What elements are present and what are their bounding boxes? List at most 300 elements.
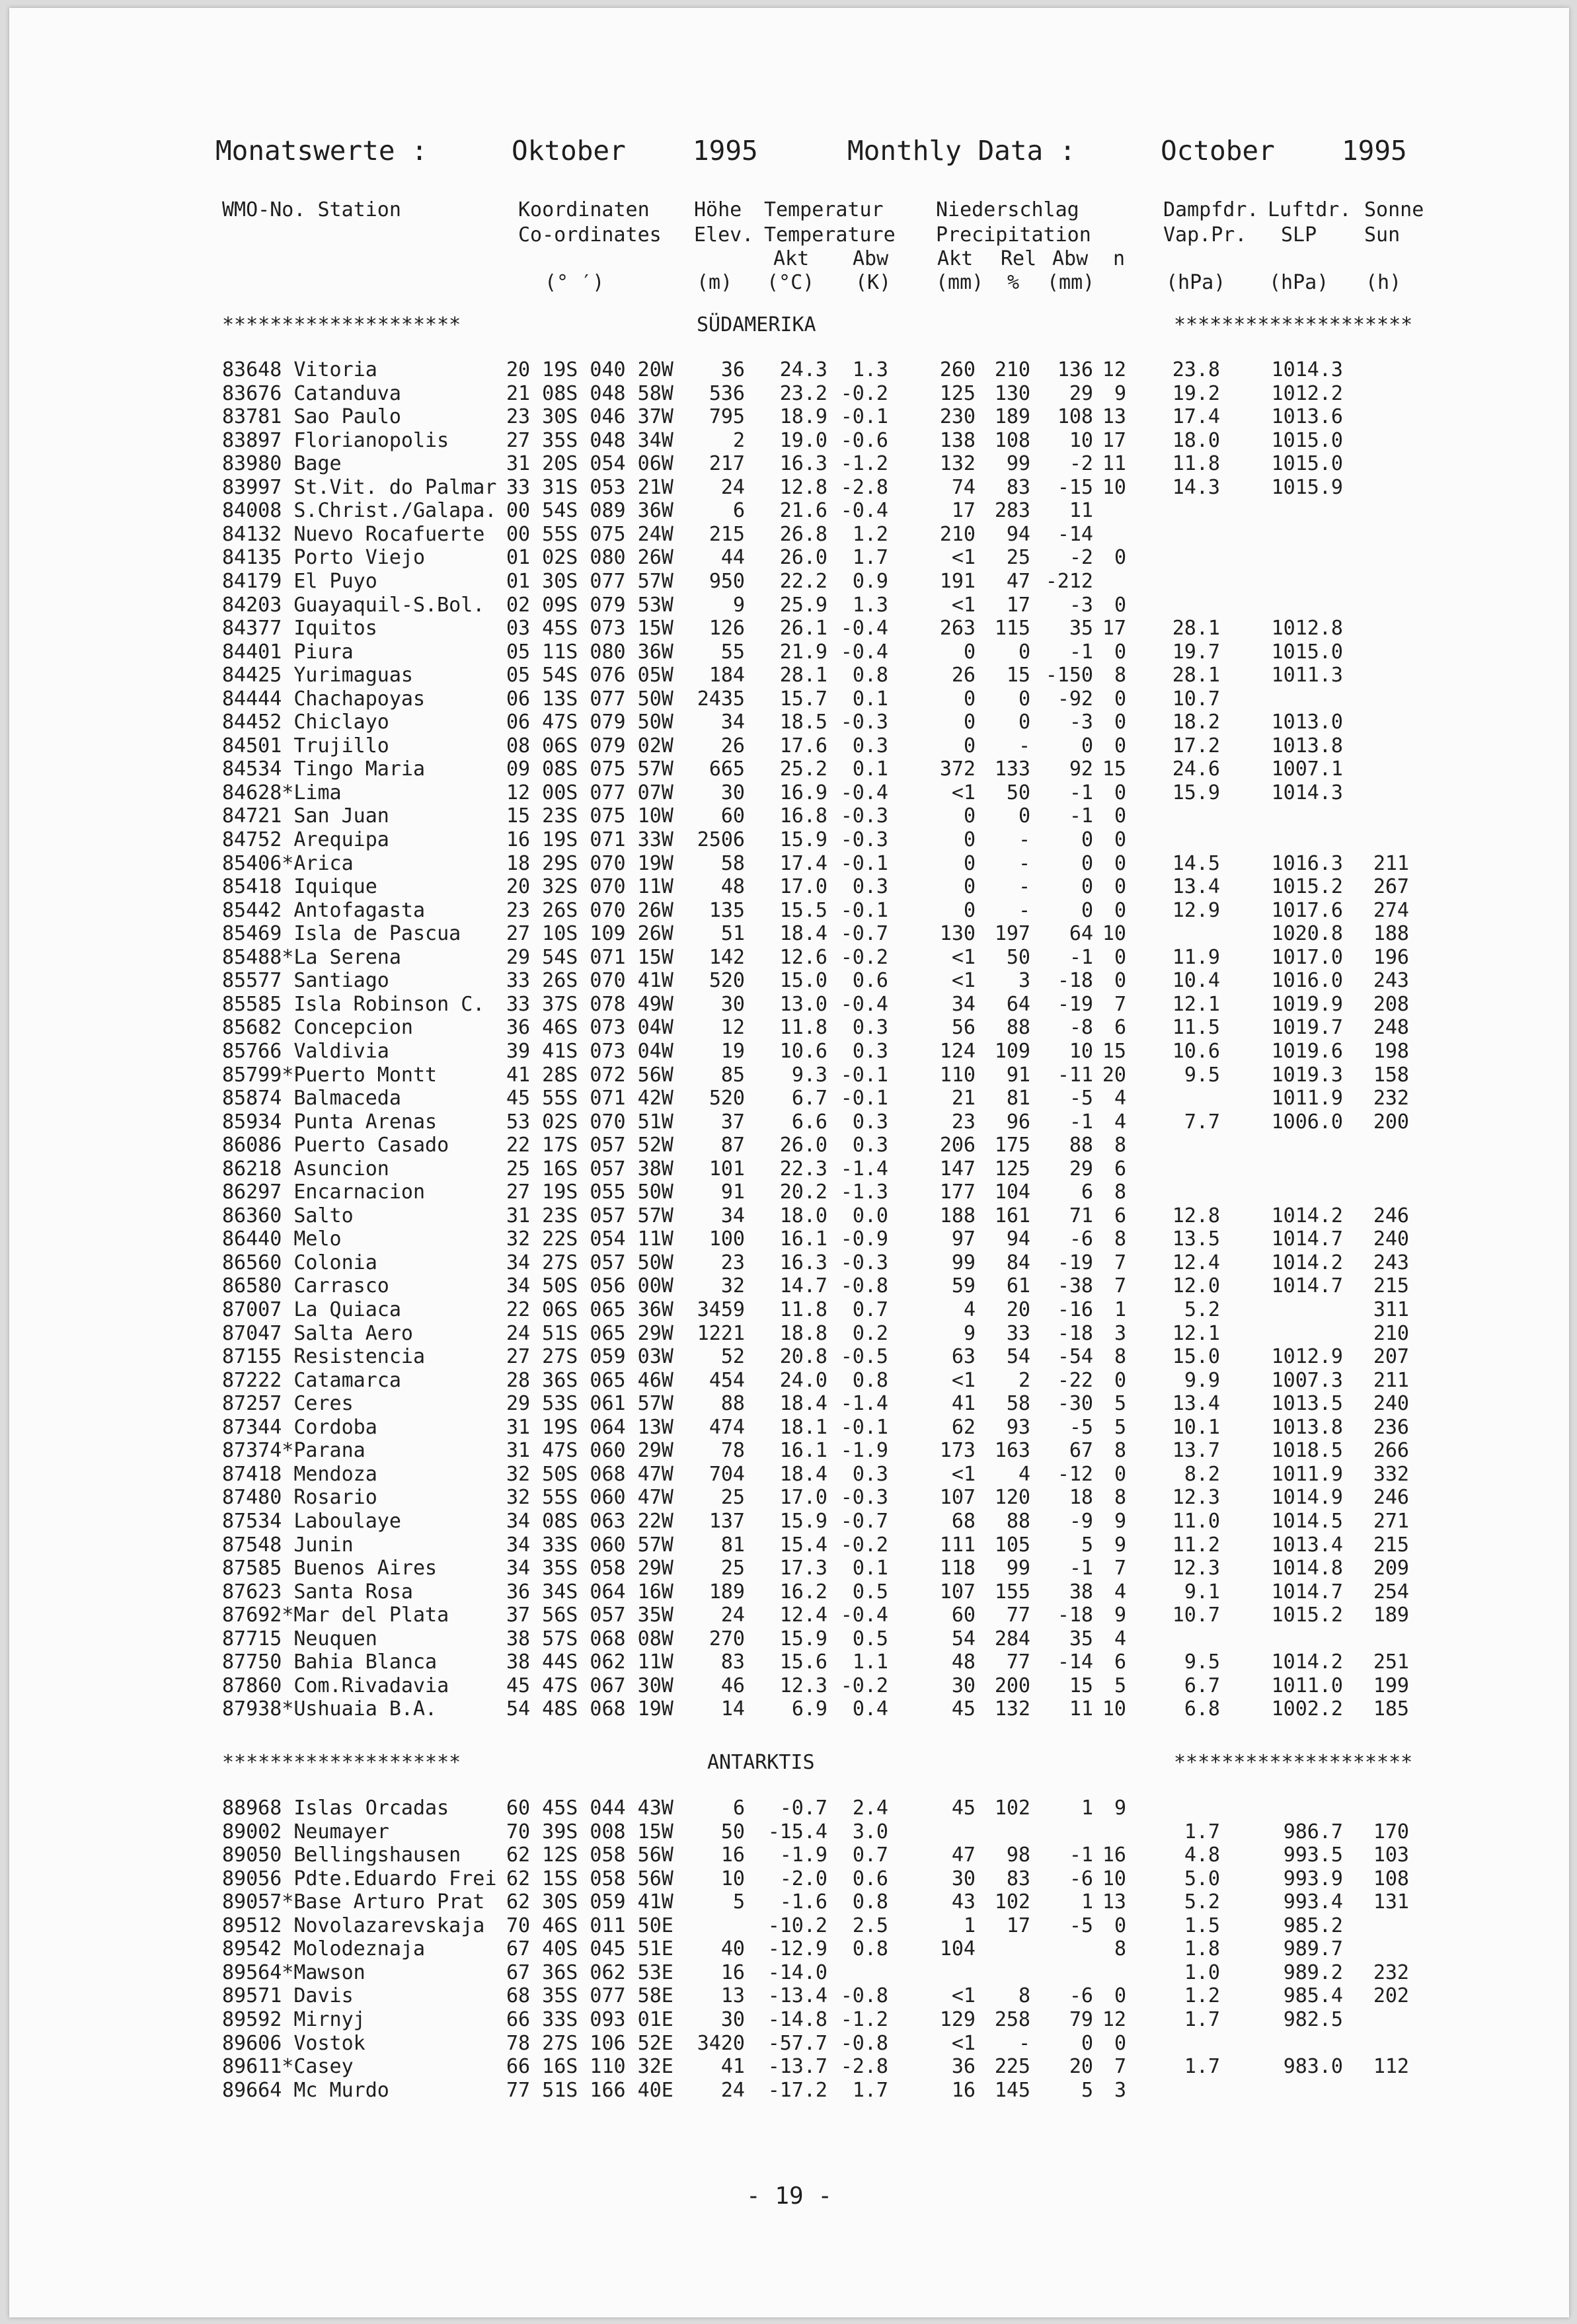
cell-coordinates: 78 27S 106 52E [506, 2031, 673, 2055]
header-wmo-station: WMO-No. Station [222, 198, 401, 221]
cell-station: 84425 Yurimaguas [222, 664, 413, 687]
cell-prec-n: 8 [1114, 664, 1126, 687]
table-row [9, 1322, 1569, 1346]
cell-temp-akt: -13.7 [767, 2055, 827, 2079]
table-row [9, 969, 1569, 993]
cell-slp: 1015.2 [1271, 875, 1343, 899]
cell-coordinates: 08 06S 079 02W [506, 734, 673, 757]
cell-temp-akt: 26.0 [779, 546, 827, 570]
cell-prec-rel: 77 [1006, 1650, 1030, 1674]
cell-prec-rel: 25 [1006, 546, 1030, 570]
cell-prec-akt: 0 [963, 687, 976, 711]
cell-prec-rel: 61 [1006, 1274, 1030, 1298]
cell-temp-akt: -1.9 [779, 1843, 827, 1867]
cell-prec-n: 0 [1114, 875, 1126, 899]
cell-temp-abw: -0.5 [840, 1345, 888, 1369]
cell-temp-akt: 12.3 [779, 1674, 827, 1697]
cell-prec-akt: 47 [951, 1843, 976, 1867]
cell-prec-akt: 104 [939, 1937, 976, 1961]
cell-elevation: 30 [720, 2007, 745, 2031]
cell-elevation: 6 [732, 499, 745, 523]
cell-coordinates: 21 08S 048 58W [506, 381, 673, 405]
cell-vap-pr: 14.5 [1172, 851, 1220, 875]
cell-vap-pr: 1.7 [1184, 1820, 1220, 1843]
cell-temp-abw: -0.3 [840, 711, 888, 734]
cell-elevation: 10 [720, 1867, 745, 1890]
cell-slp: 1014.2 [1271, 1650, 1343, 1674]
cell-prec-n: 9 [1114, 1797, 1126, 1820]
table-row [9, 1064, 1569, 1087]
header-temperature: Temperature [764, 223, 896, 247]
cell-prec-rel: 258 [994, 2007, 1030, 2031]
cell-prec-rel: 0 [1018, 804, 1030, 828]
cell-elevation: 795 [709, 405, 745, 429]
cell-vap-pr: 14.3 [1172, 475, 1220, 499]
cell-coordinates: 06 13S 077 50W [506, 687, 673, 711]
cell-prec-n: 0 [1114, 593, 1126, 617]
cell-elevation: 189 [709, 1580, 745, 1604]
cell-prec-akt: 0 [963, 804, 976, 828]
cell-prec-n: 9 [1114, 1509, 1126, 1533]
cell-station: 83676 Catanduva [222, 381, 401, 405]
header-niederschlag: Niederschlag [936, 198, 1079, 221]
cell-coordinates: 67 36S 062 53E [506, 1960, 673, 1984]
cell-prec-rel: 47 [1006, 569, 1030, 593]
table-row [9, 1157, 1569, 1181]
header-temp-akt-unit: (°C) [767, 271, 815, 294]
cell-temp-abw: 0.8 [852, 1937, 888, 1961]
cell-elevation: 26 [720, 734, 745, 757]
cell-temp-abw: 0.9 [852, 569, 888, 593]
title-de-month: Oktober [512, 135, 626, 167]
cell-coordinates: 38 57S 068 08W [506, 1627, 673, 1650]
cell-prec-abw: -2 [1069, 546, 1093, 570]
table-row [9, 1110, 1569, 1134]
cell-prec-akt: 23 [951, 1110, 976, 1134]
cell-prec-akt: 188 [939, 1204, 976, 1227]
cell-prec-akt: <1 [951, 1984, 976, 2008]
cell-temp-abw: 0.1 [852, 687, 888, 711]
cell-sun: 243 [1373, 969, 1409, 993]
cell-slp: 985.4 [1283, 1984, 1343, 2008]
cell-elevation: 520 [709, 1087, 745, 1110]
table-row [9, 2032, 1569, 2056]
cell-station: 88968 Islas Orcadas [222, 1797, 449, 1820]
cell-elevation: 12 [720, 1016, 745, 1040]
cell-coordinates: 00 55S 075 24W [506, 522, 673, 546]
table-row [9, 1510, 1569, 1533]
cell-elevation: 30 [720, 781, 745, 804]
cell-elevation: 50 [720, 1820, 745, 1843]
header-prec-abw-unit: (mm) [1047, 271, 1095, 294]
cell-prec-n: 0 [1114, 851, 1126, 875]
table-row [9, 734, 1569, 758]
cell-station: 84752 Arequipa [222, 828, 389, 851]
table-row [9, 922, 1569, 946]
cell-station: 87480 Rosario [222, 1486, 377, 1510]
cell-vap-pr: 12.9 [1172, 898, 1220, 922]
cell-temp-abw: -0.4 [840, 1604, 888, 1627]
table-row [9, 1392, 1569, 1416]
cell-station: 89057*Base Arturo Prat [222, 1890, 485, 1914]
cell-prec-rel: 15 [1006, 664, 1030, 687]
cell-prec-akt: 43 [951, 1890, 976, 1914]
cell-prec-akt: 110 [939, 1063, 976, 1087]
cell-prec-rel: 130 [994, 381, 1030, 405]
cell-coordinates: 70 46S 011 50E [506, 1914, 673, 1937]
cell-temp-abw: 0.1 [852, 757, 888, 781]
table-row [9, 1914, 1569, 1938]
cell-temp-akt: 18.4 [779, 1392, 827, 1416]
cell-slp: 1015.9 [1271, 475, 1343, 499]
cell-slp: 1013.8 [1271, 1415, 1343, 1439]
cell-elevation: 2 [732, 428, 745, 452]
cell-station: 85469 Isla de Pascua [222, 922, 461, 946]
cell-coordinates: 01 30S 077 57W [506, 569, 673, 593]
cell-temp-akt: 18.4 [779, 922, 827, 946]
cell-station: 83997 St.Vit. do Palmar [222, 475, 497, 499]
cell-vap-pr: 11.9 [1172, 945, 1220, 969]
cell-prec-abw: 6 [1081, 1181, 1093, 1204]
cell-prec-akt: 125 [939, 381, 976, 405]
cell-prec-rel: 50 [1006, 781, 1030, 804]
cell-station: 84401 Piura [222, 640, 354, 664]
cell-vap-pr: 12.3 [1172, 1486, 1220, 1510]
cell-temp-abw: 0.3 [852, 1016, 888, 1040]
cell-prec-rel: - [1018, 898, 1030, 922]
cell-coordinates: 31 47S 060 29W [506, 1439, 673, 1463]
cell-prec-n: 15 [1102, 1039, 1126, 1063]
cell-prec-abw: 0 [1081, 828, 1093, 851]
cell-station: 89564*Mawson [222, 1960, 365, 1984]
cell-vap-pr: 17.2 [1172, 734, 1220, 757]
cell-prec-akt: 130 [939, 922, 976, 946]
cell-prec-n: 17 [1102, 428, 1126, 452]
cell-prec-n: 0 [1114, 781, 1126, 804]
cell-sun: 243 [1373, 1251, 1409, 1274]
cell-temp-abw: -0.1 [840, 405, 888, 429]
cell-slp: 1015.2 [1271, 1604, 1343, 1627]
cell-slp: 1014.2 [1271, 1251, 1343, 1274]
cell-elevation: 135 [709, 898, 745, 922]
cell-coordinates: 22 06S 065 36W [506, 1298, 673, 1321]
table-row [9, 1274, 1569, 1298]
cell-prec-n: 4 [1114, 1110, 1126, 1134]
cell-elevation: 101 [709, 1157, 745, 1181]
cell-prec-rel: - [1018, 828, 1030, 851]
cell-prec-n: 8 [1114, 1486, 1126, 1510]
cell-temp-abw: -0.2 [840, 381, 888, 405]
cell-station: 87257 Ceres [222, 1392, 354, 1416]
cell-prec-n: 0 [1114, 546, 1126, 570]
cell-temp-abw: -0.4 [840, 617, 888, 640]
table-row [9, 1820, 1569, 1844]
section-title: SÜDAMERIKA [697, 313, 816, 336]
cell-sun: 170 [1373, 1820, 1409, 1843]
cell-prec-rel: 197 [994, 922, 1030, 946]
cell-vap-pr: 6.8 [1184, 1697, 1220, 1721]
cell-prec-rel: 83 [1006, 1867, 1030, 1890]
title-de-year: 1995 [693, 135, 758, 167]
cell-station: 86297 Encarnacion [222, 1181, 426, 1204]
cell-station: 89542 Molodeznaja [222, 1937, 426, 1961]
cell-temp-abw: 1.7 [852, 2078, 888, 2102]
cell-slp: 1012.9 [1271, 1345, 1343, 1369]
cell-prec-akt: 147 [939, 1157, 976, 1181]
cell-prec-rel: 145 [994, 2078, 1030, 2102]
cell-temp-abw: -0.8 [840, 1984, 888, 2008]
cell-vap-pr: 12.1 [1172, 1321, 1220, 1345]
section-title: ANTARKTIS [707, 1751, 815, 1774]
cell-prec-rel: 102 [994, 1797, 1030, 1820]
cell-prec-abw: 29 [1069, 1157, 1093, 1181]
cell-coordinates: 68 35S 077 58E [506, 1984, 673, 2008]
table-row [9, 993, 1569, 1017]
cell-prec-n: 13 [1102, 1890, 1126, 1914]
cell-sun: 274 [1373, 898, 1409, 922]
cell-vap-pr: 11.8 [1172, 452, 1220, 476]
cell-prec-n: 7 [1114, 2055, 1126, 2079]
cell-temp-akt: 26.8 [779, 522, 827, 546]
cell-prec-akt: 30 [951, 1867, 976, 1890]
cell-sun: 215 [1373, 1533, 1409, 1557]
cell-sun: 246 [1373, 1204, 1409, 1227]
cell-prec-n: 3 [1114, 1321, 1126, 1345]
cell-prec-rel: 94 [1006, 1227, 1030, 1251]
cell-prec-rel: 83 [1006, 475, 1030, 499]
cell-sun: 207 [1373, 1345, 1409, 1369]
cell-elevation: 13 [720, 1984, 745, 2008]
cell-prec-rel: - [1018, 851, 1030, 875]
cell-prec-abw: -3 [1069, 593, 1093, 617]
cell-prec-n: 0 [1114, 1368, 1126, 1392]
cell-prec-n: 13 [1102, 405, 1126, 429]
cell-temp-akt: -2.0 [779, 1867, 827, 1890]
cell-prec-abw: 38 [1069, 1580, 1093, 1604]
cell-prec-abw: -16 [1057, 1298, 1093, 1321]
cell-temp-akt: 17.0 [779, 1486, 827, 1510]
cell-prec-rel: 58 [1006, 1392, 1030, 1416]
cell-prec-rel: 105 [994, 1533, 1030, 1557]
cell-station: 86086 Puerto Casado [222, 1134, 449, 1157]
cell-prec-abw: -3 [1069, 711, 1093, 734]
cell-coordinates: 32 50S 068 47W [506, 1462, 673, 1486]
cell-prec-n: 8 [1114, 1439, 1126, 1463]
cell-prec-akt: 4 [963, 1298, 976, 1321]
cell-prec-rel: 132 [994, 1697, 1030, 1721]
cell-prec-n: 12 [1102, 2007, 1126, 2031]
cell-prec-rel: 2 [1018, 1368, 1030, 1392]
cell-prec-n: 20 [1102, 1063, 1126, 1087]
cell-station: 84203 Guayaquil-S.Bol. [222, 593, 485, 617]
cell-elevation: 34 [720, 711, 745, 734]
cell-vap-pr: 12.1 [1172, 992, 1220, 1016]
cell-temp-akt: 15.9 [779, 828, 827, 851]
cell-coordinates: 23 26S 070 26W [506, 898, 673, 922]
cell-sun: 232 [1373, 1087, 1409, 1110]
cell-slp: 993.5 [1283, 1843, 1343, 1867]
cell-elevation: 184 [709, 664, 745, 687]
cell-sun: 332 [1373, 1462, 1409, 1486]
cell-station: 85682 Concepcion [222, 1016, 413, 1040]
cell-sun: 254 [1373, 1580, 1409, 1604]
cell-temp-akt: 20.2 [779, 1181, 827, 1204]
cell-station: 89571 Davis [222, 1984, 354, 2008]
cell-elevation: 48 [720, 875, 745, 899]
cell-station: 89592 Mirnyj [222, 2007, 365, 2031]
cell-station: 87155 Resistencia [222, 1345, 426, 1369]
cell-prec-akt: 56 [951, 1016, 976, 1040]
cell-prec-akt: 36 [951, 2055, 976, 2079]
cell-prec-abw: -6 [1069, 1227, 1093, 1251]
cell-vap-pr: 12.3 [1172, 1557, 1220, 1580]
cell-station: 84721 San Juan [222, 804, 389, 828]
header-hoehe: Höhe [694, 198, 742, 221]
cell-prec-abw: -2 [1069, 452, 1093, 476]
cell-vap-pr: 4.8 [1184, 1843, 1220, 1867]
cell-vap-pr: 5.2 [1184, 1890, 1220, 1914]
cell-temp-akt: 15.4 [779, 1533, 827, 1557]
cell-vap-pr: 1.0 [1184, 1960, 1220, 1984]
cell-coordinates: 27 35S 048 34W [506, 428, 673, 452]
cell-prec-akt: 230 [939, 405, 976, 429]
cell-slp: 983.0 [1283, 2055, 1343, 2079]
header-sonne: Sonne [1364, 198, 1424, 221]
cell-elevation: 474 [709, 1415, 745, 1439]
cell-temp-abw: 2.4 [852, 1797, 888, 1820]
cell-elevation: 3459 [697, 1298, 745, 1321]
title-en-year: 1995 [1342, 135, 1407, 167]
cell-temp-abw: 0.3 [852, 1110, 888, 1134]
cell-prec-akt: 54 [951, 1627, 976, 1650]
cell-prec-akt: 17 [951, 499, 976, 523]
cell-elevation: 24 [720, 475, 745, 499]
cell-coordinates: 62 15S 058 56W [506, 1867, 673, 1890]
cell-elevation: 30 [720, 992, 745, 1016]
cell-prec-abw: 88 [1069, 1134, 1093, 1157]
cell-temp-akt: 16.9 [779, 781, 827, 804]
cell-sun: 199 [1373, 1674, 1409, 1697]
cell-station: 89611*Casey [222, 2055, 354, 2079]
cell-prec-n: 5 [1114, 1674, 1126, 1697]
cell-prec-abw: -30 [1057, 1392, 1093, 1416]
cell-prec-rel: 17 [1006, 593, 1030, 617]
cell-prec-n: 7 [1114, 1557, 1126, 1580]
cell-vap-pr: 9.5 [1184, 1063, 1220, 1087]
cell-elevation: 454 [709, 1368, 745, 1392]
cell-prec-n: 4 [1114, 1580, 1126, 1604]
cell-prec-rel: 81 [1006, 1087, 1030, 1110]
cell-sun: 112 [1373, 2055, 1409, 2079]
cell-station: 85577 Santiago [222, 969, 389, 993]
cell-temp-akt: 9.3 [791, 1063, 827, 1087]
cell-temp-abw: -0.2 [840, 1674, 888, 1697]
document-page [9, 8, 1569, 2317]
table-row [9, 1697, 1569, 1721]
cell-vap-pr: 13.4 [1172, 1392, 1220, 1416]
cell-temp-abw: -0.4 [840, 499, 888, 523]
cell-prec-n: 6 [1114, 1016, 1126, 1040]
cell-temp-abw: 0.8 [852, 1890, 888, 1914]
cell-prec-rel: 3 [1018, 969, 1030, 993]
cell-prec-rel: 284 [994, 1627, 1030, 1650]
cell-prec-abw: -18 [1057, 1604, 1093, 1627]
cell-coordinates: 28 36S 065 46W [506, 1368, 673, 1392]
cell-prec-rel: 120 [994, 1486, 1030, 1510]
cell-elevation: 83 [720, 1650, 745, 1674]
cell-prec-abw: -1 [1069, 640, 1093, 664]
cell-prec-n: 1 [1114, 1298, 1126, 1321]
cell-elevation: 87 [720, 1134, 745, 1157]
cell-vap-pr: 10.7 [1172, 687, 1220, 711]
cell-vap-pr: 1.7 [1184, 2055, 1220, 2079]
cell-coordinates: 60 45S 044 43W [506, 1797, 673, 1820]
header-elev: Elev. [694, 223, 754, 247]
cell-temp-akt: 13.0 [779, 992, 827, 1016]
table-row [9, 1674, 1569, 1698]
cell-prec-akt: 16 [951, 2078, 976, 2102]
cell-elevation: 126 [709, 617, 745, 640]
cell-prec-abw: 0 [1081, 875, 1093, 899]
cell-station: 86218 Asuncion [222, 1157, 389, 1181]
cell-station: 85418 Iquique [222, 875, 377, 899]
cell-elevation: 6 [732, 1797, 745, 1820]
cell-prec-rel: 161 [994, 1204, 1030, 1227]
cell-temp-abw: 1.7 [852, 546, 888, 570]
cell-coordinates: 39 41S 073 04W [506, 1039, 673, 1063]
cell-coordinates: 15 23S 075 10W [506, 804, 673, 828]
cell-prec-abw: -92 [1057, 687, 1093, 711]
cell-prec-rel: 17 [1006, 1914, 1030, 1937]
cell-slp: 1014.5 [1271, 1509, 1343, 1533]
cell-coordinates: 20 32S 070 11W [506, 875, 673, 899]
cell-prec-abw: 5 [1081, 1533, 1093, 1557]
cell-coordinates: 05 54S 076 05W [506, 664, 673, 687]
cell-prec-akt: 107 [939, 1580, 976, 1604]
cell-prec-rel: 94 [1006, 522, 1030, 546]
cell-prec-akt: 99 [951, 1251, 976, 1274]
cell-coordinates: 03 45S 073 15W [506, 617, 673, 640]
stars-left: ******************** [222, 313, 461, 336]
cell-prec-abw: -19 [1057, 1251, 1093, 1274]
cell-sun: 103 [1373, 1843, 1409, 1867]
table-row [9, 1345, 1569, 1369]
cell-prec-n: 7 [1114, 1274, 1126, 1298]
header-coordinates: Co-ordinates [518, 223, 662, 247]
cell-temp-akt: 15.0 [779, 969, 827, 993]
table-row [9, 1369, 1569, 1393]
cell-temp-abw: 2.5 [852, 1914, 888, 1937]
cell-prec-akt: 210 [939, 522, 976, 546]
cell-temp-akt: 16.2 [779, 1580, 827, 1604]
cell-station: 84452 Chiclayo [222, 711, 389, 734]
cell-prec-abw: 0 [1081, 734, 1093, 757]
cell-prec-rel: 283 [994, 499, 1030, 523]
cell-temp-abw: 1.3 [852, 593, 888, 617]
cell-coordinates: 29 53S 061 57W [506, 1392, 673, 1416]
cell-coordinates: 34 08S 063 22W [506, 1509, 673, 1533]
cell-slp: 1007.1 [1271, 757, 1343, 781]
cell-prec-akt: <1 [951, 593, 976, 617]
cell-prec-abw: -14 [1057, 522, 1093, 546]
table-row [9, 429, 1569, 453]
cell-temp-akt: 16.3 [779, 452, 827, 476]
table-row [9, 804, 1569, 828]
cell-slp: 1014.2 [1271, 1204, 1343, 1227]
cell-prec-n: 0 [1114, 945, 1126, 969]
cell-slp: 989.2 [1283, 1960, 1343, 1984]
cell-prec-n: 0 [1114, 1462, 1126, 1486]
